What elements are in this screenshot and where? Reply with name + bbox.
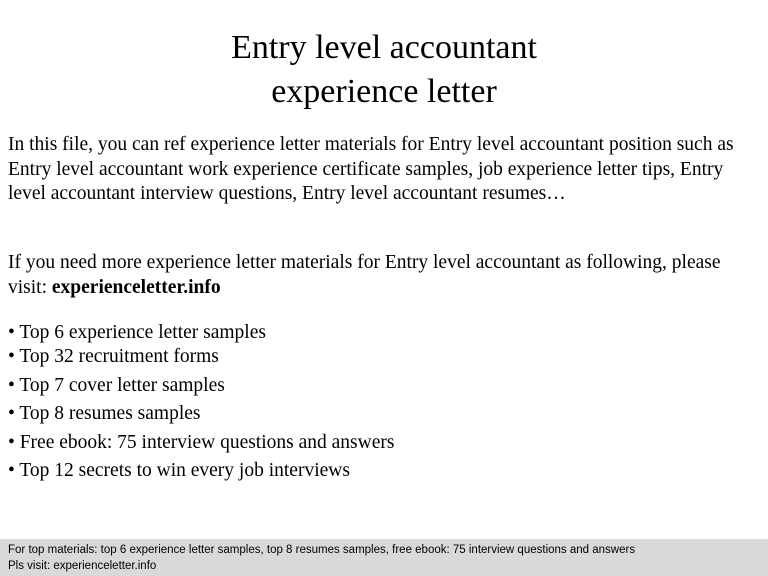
bullet-list [8,321,760,488]
list-item: • Top 8 resumes samples [8,403,201,424]
list-item: • Free ebook: 75 interview questions and answers [8,431,395,453]
list-item: • Top 12 secrets to win every job interviews [8,460,350,481]
footer-line-visit: Pls visit: experienceletter.info [8,560,157,572]
page-subtitle: experience letter [271,73,497,110]
visit-paragraph [8,251,760,300]
list-item: • Top 32 recruitment forms [8,346,219,367]
intro-paragraph: In this file, you can ref experience letter materials for Entry level accountant position such as Entry level accountant work experience certificate samples, job experience letter tips, Entry level accountant interview questions, Entry level accountant resumes… [8,134,734,204]
website-link[interactable]: experienceletter.info [51,276,221,298]
footer-line-materials: For top materials: top 6 experience letter samples, top 8 resumes samples, free ebook: 75 interview questions and answers [8,544,636,556]
footer-bar [0,539,768,576]
visit-text: If you need more experience letter materials for Entry level accountant as following, please visit: [8,252,721,298]
list-item: • Top 7 cover letter samples [8,374,225,396]
list-item: • Top 6 experience letter samples [8,322,266,343]
page-title: Entry level accountant [231,29,537,66]
